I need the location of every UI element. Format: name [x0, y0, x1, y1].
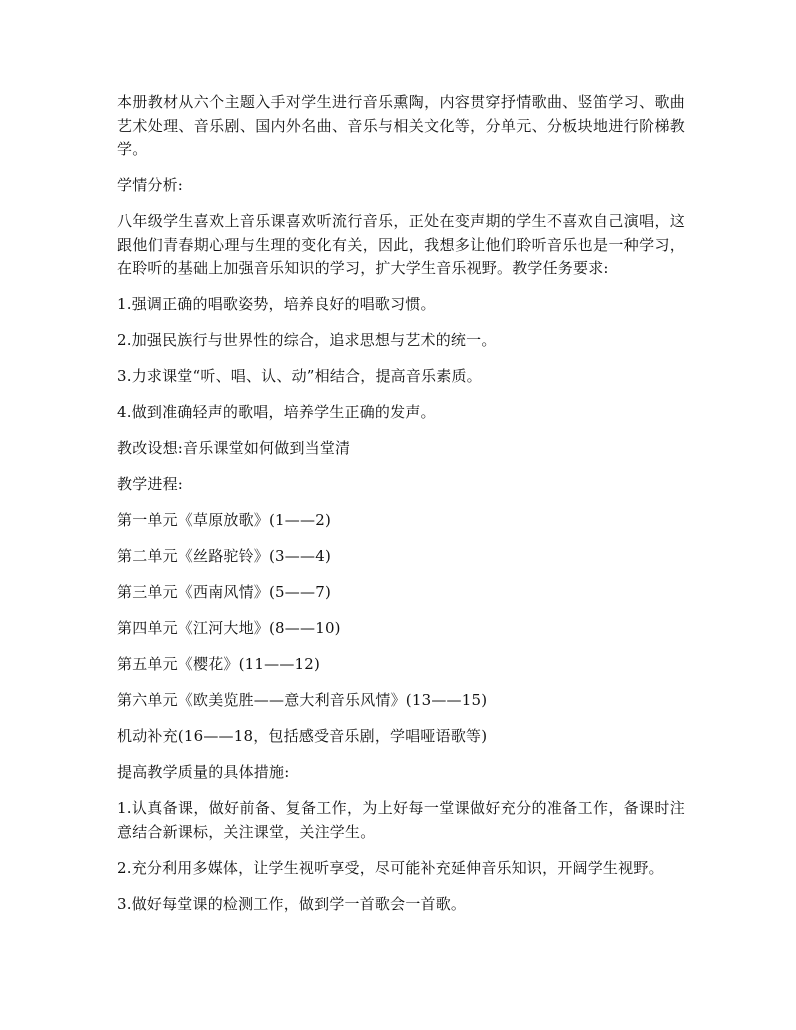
requirement-item: 2.加强民族行与世界性的综合，追求思想与艺术的统一。: [117, 331, 497, 349]
unit-item: 第一单元《草原放歌》(1——2): [117, 511, 331, 529]
analysis-heading: 学情分析:: [117, 176, 184, 194]
progress-heading: 教学进程:: [117, 475, 184, 493]
requirement-item: 1.强调正确的唱歌姿势，培养良好的唱歌习惯。: [117, 295, 436, 313]
intro-paragraph: 本册教材从六个主题入手对学生进行音乐熏陶，内容贯穿抒情歌曲、竖笛学习、歌曲艺术处理、音乐剧、国内外名曲、音乐与相关文化等，分单元、分板块地进行阶梯教学。: [117, 93, 685, 158]
requirement-item: 3.力求课堂“听、唱、认、动”相结合，提高音乐素质。: [117, 367, 482, 385]
unit-item: 第五单元《樱花》(11——12): [117, 655, 321, 673]
reform-idea: 教改设想:音乐课堂如何做到当堂清: [117, 439, 351, 457]
analysis-paragraph: 八年级学生喜欢上音乐课喜欢听流行音乐，正处在变声期的学生不喜欢自己演唱，这跟他们青春期心理与生理的变化有关，因此，我想多让他们聆听音乐也是一种学习，在聆听的基础上加强音乐知识的学习，扩大学生音乐视野。教学任务要求:: [117, 212, 685, 277]
unit-item: 第六单元《欧美览胜——意大利音乐风情》(13——15): [117, 691, 488, 709]
unit-item: 第二单元《丝路驼铃》(3——4): [117, 547, 331, 565]
unit-item: 第三单元《西南风情》(5——7): [117, 583, 331, 601]
measure-item: 2.充分利用多媒体，让学生视听享受，尽可能补充延伸音乐知识，开阔学生视野。: [117, 858, 664, 877]
measure-item: 1.认真备课，做好前备、复备工作，为上好每一堂课做好充分的准备工作，备课时注意结合新课标，关注课堂，关注学生。: [117, 799, 685, 841]
unit-item: 第四单元《江河大地》(8——10): [117, 619, 341, 637]
measures-heading: 提高教学质量的具体措施:: [117, 763, 290, 781]
unit-item: 机动补充(16——18，包括感受音乐剧，学唱哑语歌等): [117, 727, 488, 745]
document-body: [117, 91, 685, 929]
requirement-item: 4.做到准确轻声的歌唱，培养学生正确的发声。: [117, 403, 436, 421]
measure-item: 3.做好每堂课的检测工作，做到学一首歌会一首歌。: [117, 894, 467, 913]
